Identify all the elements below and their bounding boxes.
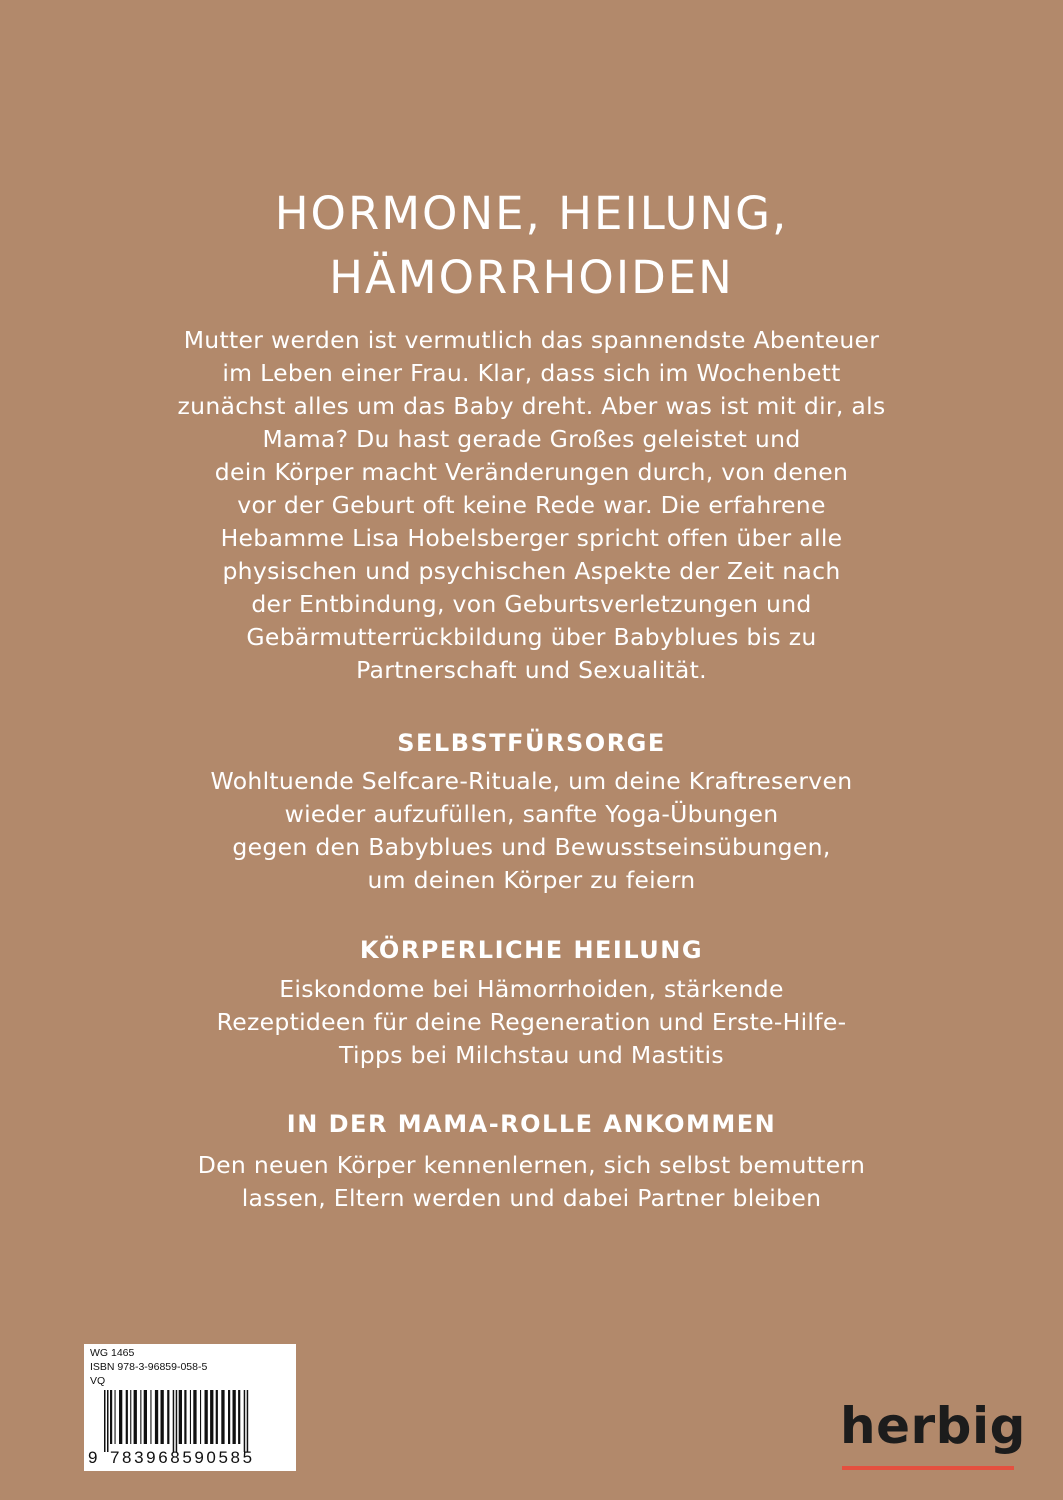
barcode-bar [228, 1390, 230, 1444]
barcode-bars [104, 1390, 290, 1452]
intro-line: der Entbindung, von Geburtsverletzungen und [251, 590, 812, 618]
section-line: Wohltuende Selfcare-Rituale, um deine Kraftreserven [210, 767, 853, 795]
publisher-logo-underline [842, 1466, 1014, 1470]
barcode-bar [190, 1390, 191, 1444]
section-body-koerperliche-heilung [100, 973, 963, 1072]
barcode-bar [161, 1390, 164, 1444]
intro-line: Mama? Du hast gerade Großes geleistet und [262, 425, 801, 453]
barcode-bar [144, 1390, 147, 1444]
barcode-bar [150, 1390, 151, 1444]
publisher-name: herbig [840, 1397, 1026, 1455]
barcode-bar [155, 1390, 158, 1444]
barcode-bar [247, 1390, 249, 1452]
barcode-bar [216, 1390, 218, 1444]
intro-line: Gebärmutterrückbildung über Babyblues bis zu [246, 623, 817, 651]
book-title-line: HÄMORRHOIDEN [329, 251, 734, 304]
barcode-bar [210, 1390, 213, 1444]
section-line: Rezeptideen für deine Regeneration und Erste-Hilfe- [216, 1008, 847, 1036]
section-body-selbstfuersorge [100, 765, 963, 897]
intro-line: vor der Geburt oft keine Rede war. Die erfahrene [237, 491, 826, 519]
barcode-bar [238, 1390, 240, 1444]
barcode-bar [184, 1390, 186, 1444]
book-title-line: HORMONE, HEILUNG, [274, 187, 789, 240]
section-line: Tipps bei Milchstau und Mastitis [339, 1041, 724, 1069]
barcode-bar [134, 1390, 137, 1444]
barcode-bar [167, 1390, 169, 1444]
barcode-label [84, 1344, 296, 1471]
section-line: wieder aufzufüllen, sanfte Yoga-Übungen [284, 800, 779, 828]
barcode-bar [193, 1390, 196, 1444]
intro-line: dein Körper macht Veränderungen durch, von denen [214, 458, 849, 486]
barcode-bar [221, 1390, 224, 1444]
section-line: um deinen Körper zu feiern [367, 866, 696, 894]
isbn-number: ISBN 978-3-96859-058-5 [90, 1361, 208, 1373]
barcode-bar [244, 1390, 246, 1452]
warengruppe-code: WG 1465 [90, 1347, 135, 1359]
intro-line: Partnerschaft und Sexualität. [356, 656, 707, 684]
section-line: gegen den Babyblues und Bewusstseinsübungen, [232, 833, 831, 861]
barcode-bar [173, 1390, 175, 1452]
barcode-bar [115, 1390, 116, 1444]
intro-line: zunächst alles um das Baby dreht. Aber was ist mit dir, als [177, 392, 886, 420]
barcode-digit-string: 783968590585 [110, 1448, 255, 1467]
barcode-bar [233, 1390, 236, 1444]
barcode-bar [176, 1390, 178, 1452]
barcode-bar [130, 1390, 131, 1444]
barcode-bar [110, 1390, 112, 1444]
barcode-bar [205, 1390, 208, 1444]
intro-line: Hebamme Lisa Hobelsberger spricht offen über alle [220, 524, 843, 552]
intro-line: im Leben einer Frau. Klar, dass sich im Wochenbett [222, 359, 841, 387]
barcode-bar [179, 1390, 182, 1444]
section-heading-koerperliche-heilung: KÖRPERLICHE HEILUNG [359, 936, 704, 964]
publisher-logo [840, 1396, 1026, 1476]
section-body-mama-rolle [100, 1149, 963, 1215]
section-line: lassen, Eltern werden und dabei Partner bleiben [241, 1184, 822, 1212]
intro-paragraph [100, 324, 963, 687]
barcode-bar [119, 1390, 122, 1444]
section-heading-selbstfuersorge: SELBSTFÜRSORGE [397, 729, 666, 757]
vq-code: VQ [90, 1375, 106, 1387]
section-line: Den neuen Körper kennenlernen, sich selbst bemuttern [197, 1151, 866, 1179]
barcode-first-digit: 9 [88, 1448, 98, 1467]
barcode-bar [107, 1390, 109, 1452]
barcode-bar [140, 1390, 141, 1444]
section-line: Eiskondome bei Hämorrhoiden, stärkende [279, 975, 784, 1003]
intro-line: physischen und psychischen Aspekte der Zeit nach [222, 557, 841, 585]
barcode-bar [104, 1390, 106, 1452]
section-heading-mama-rolle: IN DER MAMA-ROLLE ANKOMMEN [286, 1110, 777, 1138]
intro-line: Mutter werden ist vermutlich das spannendste Abenteuer [183, 326, 880, 354]
barcode-bar [126, 1390, 128, 1444]
barcode-bar [200, 1390, 201, 1444]
book-title [0, 182, 1063, 310]
